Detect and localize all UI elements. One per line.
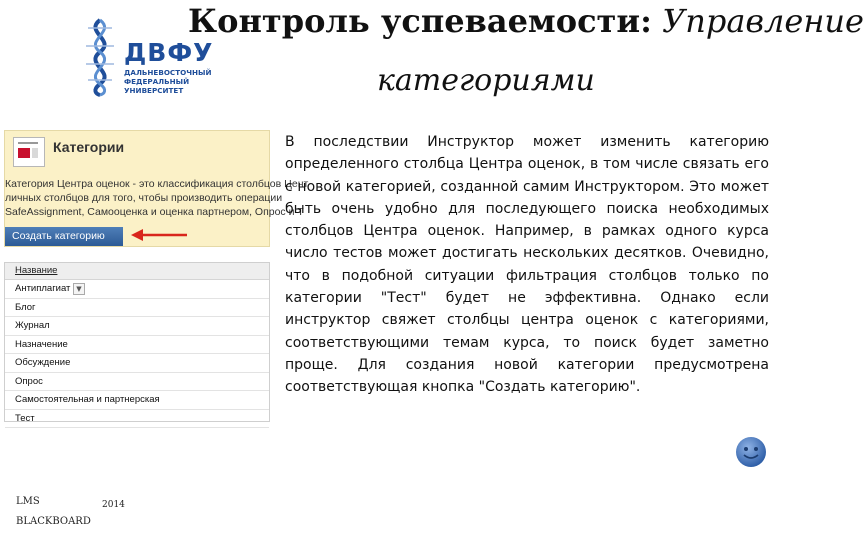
categories-screenshot bbox=[4, 130, 309, 247]
logo-subtitle-line: УНИВЕРСИТЕТ bbox=[124, 86, 184, 95]
categories-description bbox=[5, 177, 309, 219]
slide-title bbox=[188, 2, 864, 40]
create-category-button[interactable]: Создать категорию bbox=[5, 227, 123, 246]
list-item[interactable] bbox=[5, 354, 269, 373]
list-item[interactable] bbox=[5, 373, 269, 392]
list-item-label: Самостоятельная и партнерская bbox=[15, 394, 160, 405]
gradebook-icon bbox=[13, 137, 45, 167]
footer-lms: LMS bbox=[16, 496, 40, 507]
list-header[interactable] bbox=[5, 263, 269, 280]
list-item-label: Антиплагиат bbox=[15, 283, 71, 294]
description-line: SafeAssignment, Самооценка и оценка партнером, Опрос и Т bbox=[5, 206, 304, 218]
list-item[interactable] bbox=[5, 317, 269, 336]
categories-heading: Категории bbox=[53, 139, 125, 155]
body-paragraph: В последствии Инструктор может изменить категорию определенного столбца Центра оценок, в том числе связать его с новой категорией, созданной самим Инструктором. Это может быть очень удобно для последующего поиска необходимых столбцов Центра оценок. Например, в рамках одного курса число тестов может достигать нескольких десятков. Очевидно, что в подобной ситуации фильтрация столбцов только по категории "Тест" будет не эффективна. Однако если инструктор свяжет столбцы центра оценок с категориями, соответствующими темам курса, то поиск будет заметно проще. Для создания новой категории предусмотрена соответствующая кнопка "Создать категорию". bbox=[285, 134, 769, 396]
chevron-down-icon[interactable]: ▼ bbox=[73, 283, 85, 295]
logo-name: ДВФУ bbox=[124, 38, 214, 67]
list-item-label: Блог bbox=[15, 301, 36, 313]
list-item[interactable] bbox=[5, 280, 269, 299]
list-item[interactable] bbox=[5, 336, 269, 355]
logo-subtitle bbox=[124, 68, 212, 95]
logo-subtitle-line: ДАЛЬНЕВОСТОЧНЫЙ bbox=[124, 68, 212, 77]
list-item-label: Журнал bbox=[15, 320, 50, 331]
footer-year: 2014 bbox=[102, 500, 125, 510]
list-item-label: Обсуждение bbox=[15, 357, 71, 368]
list-item[interactable] bbox=[5, 391, 269, 410]
slide-title-italic: Управление bbox=[662, 2, 864, 40]
list-item-label: Опрос bbox=[15, 375, 43, 387]
dvfu-emblem-icon bbox=[80, 18, 120, 96]
logo-subtitle-line: ФЕДЕРАЛЬНЫЙ bbox=[124, 77, 190, 86]
pointer-arrow-icon bbox=[129, 227, 189, 243]
description-line: Категория Центра оценок - это классификация столбцов Цент bbox=[5, 178, 309, 190]
description-line: личных столбцов для того, чтобы производить операции bbox=[5, 192, 283, 204]
category-list-screenshot bbox=[4, 262, 270, 422]
list-item-label: Назначение bbox=[15, 338, 68, 350]
slide-title-line2: категориями bbox=[377, 63, 595, 98]
list-header-label: Название bbox=[15, 265, 58, 276]
list-item-label: Тест bbox=[15, 412, 35, 424]
footer-blackboard: BLACKBOARD bbox=[16, 516, 91, 527]
slide-title-bold: Контроль успеваемости: bbox=[188, 2, 652, 40]
list-item[interactable] bbox=[5, 410, 269, 429]
list-item[interactable] bbox=[5, 299, 269, 318]
smiley-icon[interactable] bbox=[735, 436, 767, 468]
